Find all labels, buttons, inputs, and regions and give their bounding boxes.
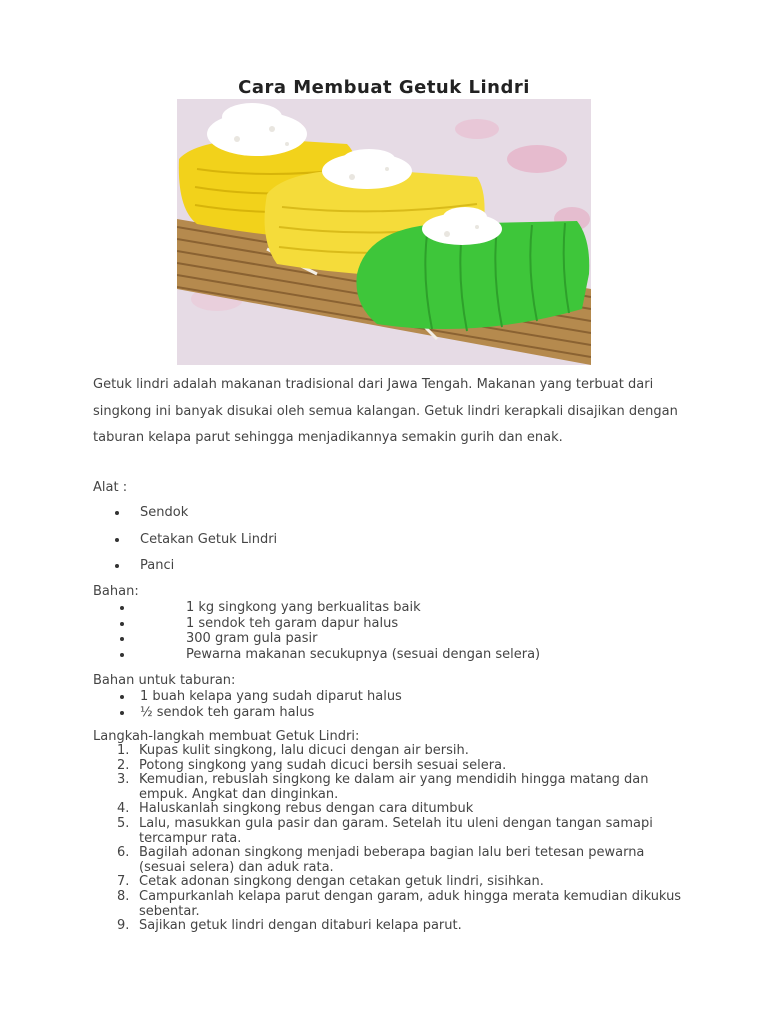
list-item: 1 kg singkong yang berkualitas baik (93, 600, 540, 616)
taburan-heading: Bahan untuk taburan: (93, 673, 236, 688)
step-item: 4. Haluskanlah singkong rebus dengan cara ditumbuk (117, 801, 474, 817)
taburan-list (93, 689, 402, 720)
list-item: Cetakan Getuk Lindri (93, 529, 277, 556)
step-item: 5. Lalu, masukkan gula pasir dan garam. Setelah itu uleni dengan tangan samapi tercampur rata. (117, 815, 653, 846)
step-item: 2. Potong singkong yang sudah dicuci bersih sesuai selera. (117, 757, 507, 773)
step-item: 6. Bagilah adonan singkong menjadi beberapa bagian lalu beri tetesan pewarna (sesuai selera) dan aduk rata. (117, 845, 645, 875)
alat-heading: Alat : (93, 480, 128, 495)
step-item: 3. Kemudian, rebuslah singkong ke dalam air yang mendidih hingga matang dan empuk. Angkat dan dinginkan. (117, 772, 649, 802)
step-item: 9. Sajikan getuk lindri dengan ditaburi kelapa parut. (117, 918, 462, 934)
list-item: Pewarna makanan secukupnya (sesuai dengan selera) (93, 647, 540, 663)
step-item: 8. Campurkanlah kelapa parut dengan garam, aduk hingga merata kemudian dikukus sebentar. (117, 888, 682, 919)
list-item: 300 gram gula pasir (93, 631, 540, 647)
alat-list (93, 502, 277, 582)
intro-paragraph: Getuk lindri adalah makanan tradisional dari Jawa Tengah. Makanan yang terbuat dari singkong ini banyak disukai oleh semua kalangan. Getuk lindri kerapkali disajikan dengan taburan kelapa parut sehingga menjadikannya semakin gurih dan enak. (93, 377, 678, 445)
page-title: Cara Membuat Getuk Lindri (238, 77, 530, 98)
langkah-list (93, 744, 693, 934)
bahan-list (93, 600, 540, 662)
step-item: 7. Cetak adonan singkong dengan cetakan getuk lindri, sisihkan. (117, 874, 544, 890)
list-item: ½ sendok teh garam halus (93, 705, 402, 721)
bahan-heading: Bahan: (93, 584, 139, 599)
list-item: 1 buah kelapa yang sudah diparut halus (93, 689, 402, 705)
step-item: 1. Kupas kulit singkong, lalu dicuci dengan air bersih. (117, 743, 469, 758)
list-item: 1 sendok teh garam dapur halus (93, 616, 540, 632)
langkah-heading: Langkah-langkah membuat Getuk Lindri: (93, 729, 360, 744)
list-item: Panci (93, 555, 277, 582)
list-item: Sendok (93, 502, 277, 529)
getuk-lindri-photo (177, 99, 591, 365)
